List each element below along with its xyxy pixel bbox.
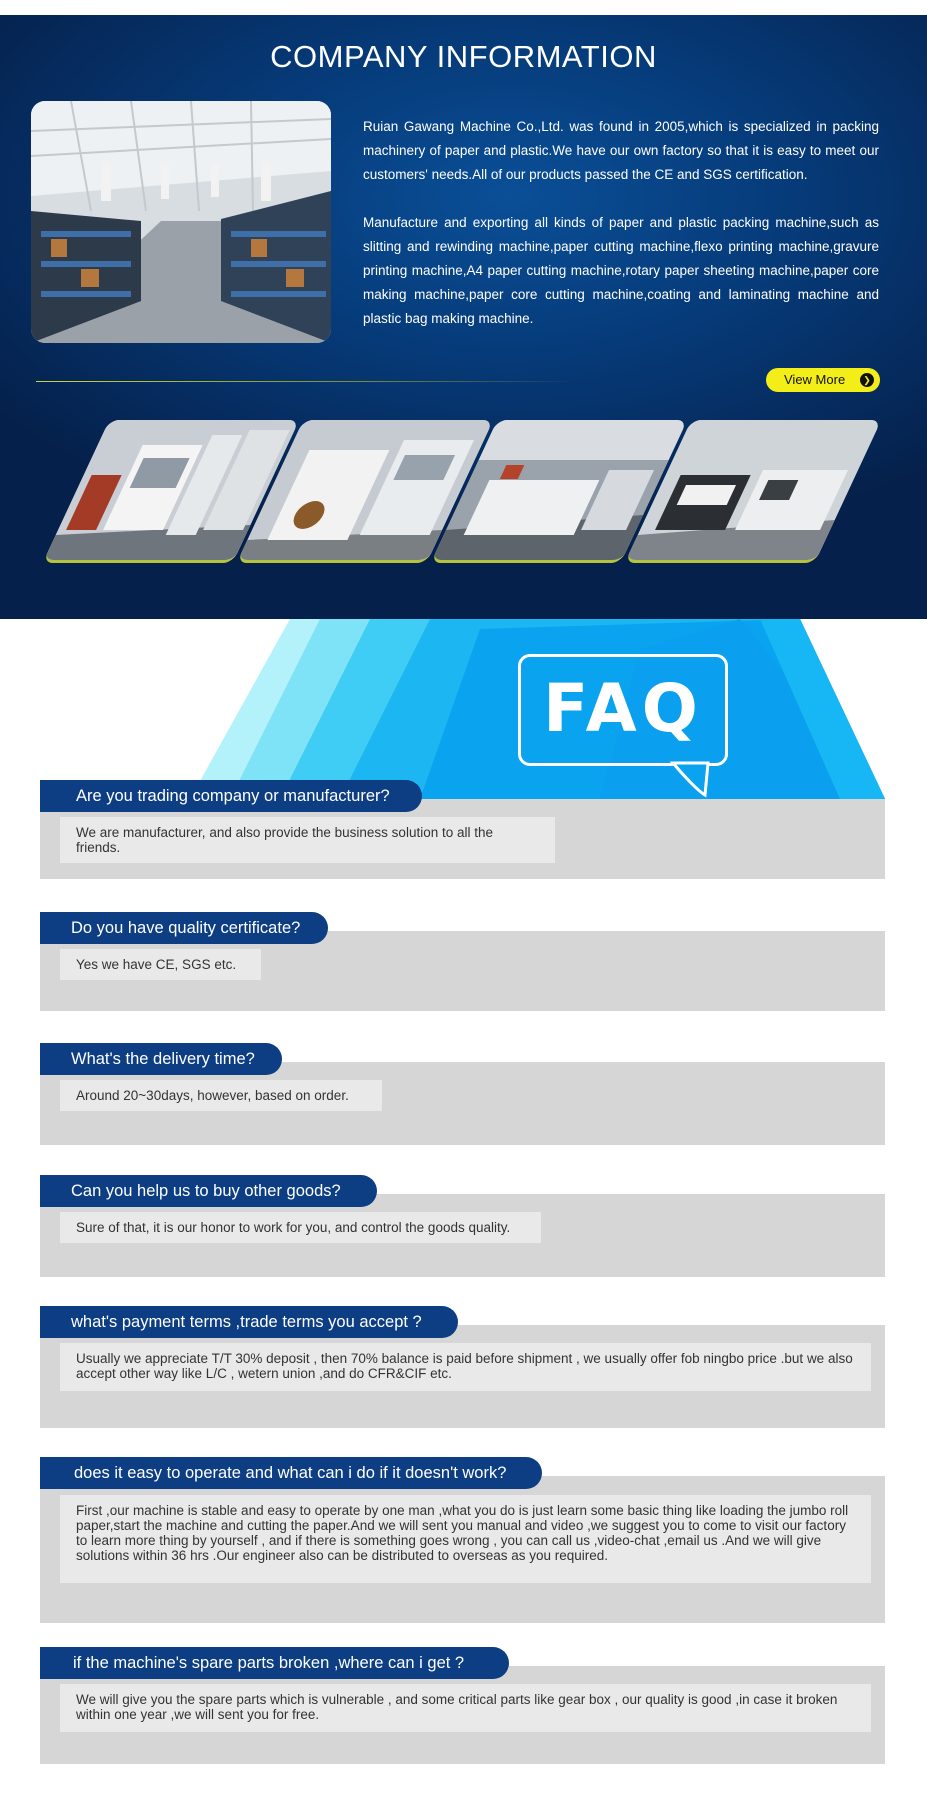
faq-answer-panel <box>40 1666 885 1764</box>
view-more-label: View More <box>784 372 846 387</box>
faq-banner <box>40 619 885 799</box>
intro-paragraph: Manufacture and exporting all kinds of paper and plastic packing machine,such as slitting and rewinding machine,paper cutting machine,flexo printing machine,gravure printing machine,A4 paper cutting machine,rotary paper sheeting machine,paper core making machine,paper core cutting machine,coating and laminating machine and plastic bag making machine. <box>363 215 879 326</box>
faq-item <box>40 1647 885 1764</box>
chevron-right-circle-icon: ❯ <box>860 373 874 387</box>
divider-line <box>36 381 576 382</box>
factory-photo <box>31 101 331 343</box>
faq-question: What's the delivery time? <box>40 1043 282 1075</box>
faq-answer-panel <box>40 1476 885 1623</box>
faq-answer: Yes we have CE, SGS etc. <box>60 949 261 980</box>
faq-question: Are you trading company or manufacturer? <box>40 780 422 812</box>
faq-answer: Usually we appreciate T/T 30% deposit , then 70% balance is paid before shipment , we usually offer fob ningbo price .but we also accept other way like L/C , wetern union ,and do CFR&CIF etc. <box>60 1343 871 1391</box>
faq-question: Do you have quality certificate? <box>40 912 328 944</box>
faq-item <box>40 1457 885 1623</box>
faq-answer: Sure of that, it is our honor to work for you, and control the goods quality. <box>60 1212 541 1243</box>
faq-item <box>40 1306 885 1428</box>
faq-answer: We will give you the spare parts which is vulnerable , and some critical parts like gear box , our quality is good ,in case it broken within one year ,we will sent you for free. <box>60 1684 871 1732</box>
faq-answer: Around 20~30days, however, based on order. <box>60 1080 382 1111</box>
faq-item <box>40 912 885 1011</box>
faq-answer: First ,our machine is stable and easy to operate by one man ,what you do is just learn some basic thing like loading the jumbo roll paper,start the machine and cutting the paper.And we will sent you manual and video ,we suggest you to come to visit our factory to learn more thing by yourself , and if there is something goes wrong , you can call us ,video-chat ,email us .And we will give solutions within 36 hrs .Our engineer also can be distributed to overseas as you required. <box>60 1495 871 1583</box>
faq-banner-title: FAQ <box>543 670 703 747</box>
view-more-button[interactable] <box>766 368 880 392</box>
faq-item <box>40 1043 885 1145</box>
faq-question: does it easy to operate and what can i do if it doesn't work? <box>40 1457 542 1489</box>
company-information-section <box>0 15 927 619</box>
faq-item <box>40 1175 885 1277</box>
faq-speech-bubble <box>518 654 728 766</box>
company-title: COMPANY INFORMATION <box>270 39 657 74</box>
intro-paragraph: Ruian Gawang Machine Co.,Ltd. was found in 2005,which is specialized in packing machinery of paper and plastic.We have our own factory so that it is easy to meet our customers' needs.All of our products passed the CE and SGS certification. <box>363 119 879 182</box>
top-strip <box>0 0 927 15</box>
faq-answer: We are manufacturer, and also provide the business solution to all the friends. <box>60 817 555 863</box>
faq-question: if the machine's spare parts broken ,where can i get ? <box>40 1647 509 1679</box>
faq-item <box>40 780 885 879</box>
faq-question: Can you help us to buy other goods? <box>40 1175 377 1207</box>
company-intro <box>363 115 879 355</box>
faq-question: what's payment terms ,trade terms you accept ? <box>40 1306 458 1338</box>
faq-answer-panel <box>40 1325 885 1428</box>
